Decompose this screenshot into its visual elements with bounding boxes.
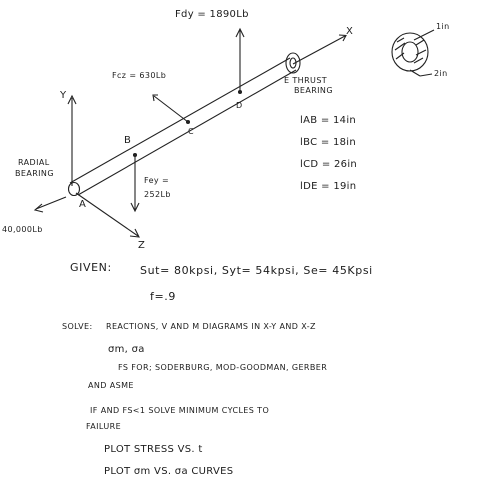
point-d-dot (239, 91, 242, 94)
cross-section-inner (402, 42, 418, 62)
fey-value: 252Lb (144, 190, 171, 199)
solve-line-1: REACTIONS, V AND M DIAGRAMS IN X-Y AND X-Z (106, 322, 316, 331)
solve-line-5: IF AND FS<1 SOLVE MINIMUM CYCLES TO (90, 406, 270, 415)
thrust-bearing-label: E THRUST (284, 76, 328, 85)
length-ab: lAB = 14in (300, 115, 357, 126)
length-bc: lBC = 18in (300, 137, 357, 148)
point-c-label: C (188, 127, 194, 136)
dim-2in-label: 2in (434, 69, 448, 78)
x-axis-line (293, 36, 345, 64)
shaft-edge-top (70, 58, 290, 183)
length-cd: lCD = 26in (300, 159, 358, 170)
point-c-dot (187, 121, 190, 124)
z-axis-label: Z (138, 240, 146, 251)
given-factor: f=.9 (150, 290, 176, 303)
point-d-label: D (236, 101, 243, 110)
thrust-bearing-shape (286, 53, 300, 73)
radial-bearing-label: RADIAL (18, 158, 50, 167)
axial-load-line (36, 197, 66, 209)
solve-label: SOLVE: (62, 322, 93, 331)
axial-load-label: 40,000Lb (2, 225, 43, 234)
y-axis-label: Y (60, 90, 67, 101)
solve-line-2: σm, σa (108, 344, 145, 355)
shaft-edge-bottom (78, 70, 296, 195)
radial-bearing-end (69, 183, 80, 196)
given-label: GIVEN: (70, 261, 112, 274)
x-axis-arrowhead (339, 35, 346, 41)
fey-label: Fey = (144, 176, 170, 185)
dim-2in-leader (410, 70, 420, 76)
solve-line-6: FAILURE (86, 422, 122, 431)
length-de: lDE = 19in (300, 181, 357, 192)
thrust-bearing-label-2: BEARING (294, 86, 333, 95)
dim-1in-label: 1in (436, 22, 450, 31)
solve-line-8: PLOT σm VS. σa CURVES (104, 466, 234, 477)
fcz-arrow-line (154, 96, 188, 122)
dim-2in-line (420, 74, 432, 76)
point-b-label: B (124, 135, 132, 146)
solve-line-7: PLOT STRESS VS. t (104, 444, 203, 455)
fdy-label: Fdy = 1890Lb (175, 9, 249, 20)
point-a-label: A (79, 199, 87, 210)
x-axis-label: X (346, 26, 354, 37)
solve-line-3: FS FOR; SODERBURG, MOD-GOODMAN, GERBER (118, 363, 328, 372)
radial-bearing-label-2: BEARING (15, 169, 54, 178)
point-b-dot (134, 154, 137, 157)
fcz-label: Fcz = 630Lb (112, 71, 167, 80)
solve-line-4: AND ASME (88, 381, 134, 390)
given-strengths: Sut= 80kpsi, Syt= 54kpsi, Se= 45Kpsi (140, 264, 373, 277)
